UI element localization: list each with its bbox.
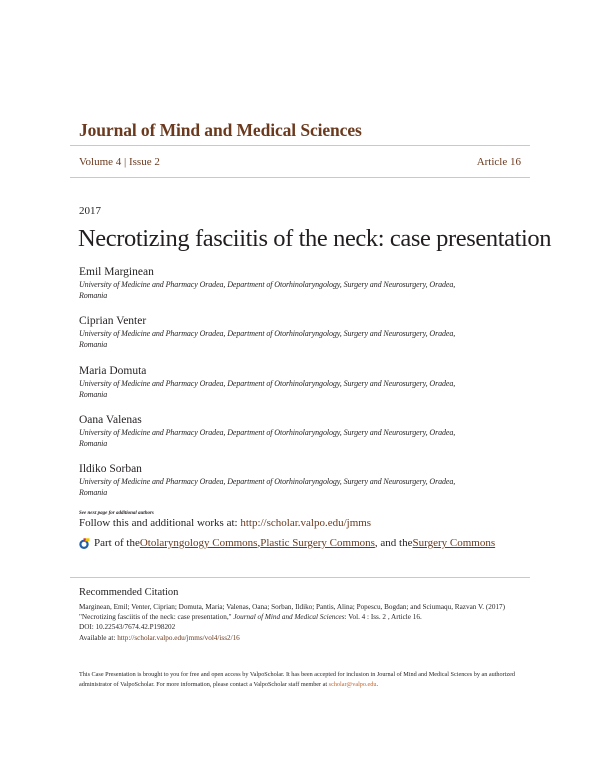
separator: , and the (374, 537, 413, 549)
author-name: Emil Marginean (79, 266, 154, 278)
citation-volume: : Vol. 4 : Iss. 2 , Article 16. (344, 613, 422, 622)
author-affiliation: University of Medicine and Pharmacy Oradea, Department of Otorhinolaryngology, Surgery and Neurosurgery, Oradea, (79, 428, 456, 437)
bepress-commons-icon (79, 538, 90, 549)
see-next-page-note: See next page for additional authors (79, 511, 154, 516)
citation-authors-title: Marginean, Emil; Venter, Ciprian; Domuta, Maria; Valenas, Oana; Sorban, Ildiko; Pantis, Alina; Popescu, Bogdan; and Sciumaqu, Razvan V. (2017) "Necrotizing fasciitis of the neck: case presentation," (79, 603, 506, 622)
journal-title: Journal of Mind and Medical Sciences (79, 120, 362, 140)
author-name: Oana Valenas (79, 414, 142, 426)
footer-note (79, 670, 529, 690)
author-affiliation: University of Medicine and Pharmacy Oradea, Department of Otorhinolaryngology, Surgery and Neurosurgery, Oradea, (79, 477, 456, 486)
follow-link[interactable]: http://scholar.valpo.edu/jmms (240, 517, 372, 529)
article-title: Necrotizing fasciitis of the neck: case presentation (78, 225, 552, 252)
citation-doi: DOI: 10.22543/7674.42.P198202 (79, 623, 176, 632)
citation-text (79, 602, 529, 643)
citation-available-link[interactable]: http://scholar.valpo.edu/jmms/vol4/iss2/16 (117, 633, 240, 642)
article-year: 2017 (79, 205, 101, 217)
follow-line (79, 517, 371, 529)
author-affiliation: University of Medicine and Pharmacy Oradea, Department of Otorhinolaryngology, Surgery and Neurosurgery, Oradea, (79, 379, 456, 388)
author-block (79, 364, 519, 400)
header-rule-bottom (70, 177, 530, 178)
author-affiliation-country: Romania (79, 291, 108, 300)
article-number[interactable]: Article 16 (476, 156, 521, 168)
author-block (79, 314, 519, 350)
header-rule-top (70, 145, 530, 146)
citation-journal: Journal of Mind and Medical Sciences (233, 613, 345, 622)
author-affiliation-country: Romania (79, 390, 108, 399)
author-name: Ciprian Venter (79, 315, 147, 327)
volume-issue[interactable]: Volume 4 | Issue 2 (79, 156, 160, 168)
plastic-surgery-commons-link[interactable]: Plastic Surgery Commons (260, 537, 375, 549)
citation-available-prefix: Available at: (79, 633, 118, 642)
part-of-line (79, 537, 495, 549)
author-affiliation-country: Romania (79, 439, 108, 448)
author-affiliation: University of Medicine and Pharmacy Oradea, Department of Otorhinolaryngology, Surgery and Neurosurgery, Oradea, (79, 280, 456, 289)
citation-rule (70, 577, 530, 578)
separator: , (257, 537, 261, 549)
recommended-citation-heading: Recommended Citation (79, 587, 179, 598)
author-affiliation-country: Romania (79, 488, 108, 497)
author-affiliation: University of Medicine and Pharmacy Oradea, Department of Otorhinolaryngology, Surgery and Neurosurgery, Oradea, (79, 329, 456, 338)
author-block (79, 265, 519, 301)
author-block (79, 413, 519, 449)
author-name: Ildiko Sorban (79, 463, 142, 475)
follow-prefix: Follow this and additional works at: (79, 517, 241, 529)
otolaryngology-commons-link[interactable]: Otolaryngology Commons (139, 537, 258, 549)
footer-end: . (376, 681, 379, 688)
author-affiliation-country: Romania (79, 340, 108, 349)
contact-email-link[interactable]: scholar@valpo.edu (328, 681, 377, 688)
part-of-prefix: Part of the (94, 537, 140, 549)
footer-text: This Case Presentation is brought to you for free and open access by ValpoScholar. It has been accepted for inclusion in Journal of Mind and Medical Sciences by an authorized administrator of ValpoScholar. For more information, please contact a ValpoScholar staff member at (79, 671, 515, 688)
author-name: Maria Domuta (79, 365, 147, 377)
author-block (79, 462, 519, 498)
surgery-commons-link[interactable]: Surgery Commons (412, 537, 496, 549)
